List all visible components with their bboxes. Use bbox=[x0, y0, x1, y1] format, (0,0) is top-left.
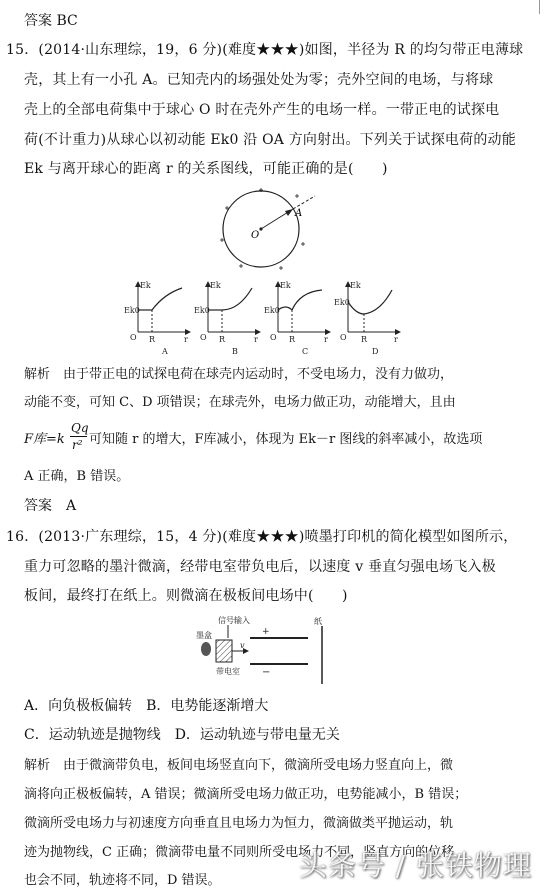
q15-fraction-den: r² bbox=[72, 438, 83, 452]
sphere-label-o: O bbox=[251, 230, 260, 241]
q16-analysis-2: 滴将向正极板偏转，A 错误；微滴所受电场力做正功，电势能减小，B 错误； bbox=[24, 787, 468, 802]
page-right-rule bbox=[539, 0, 540, 14]
q15-line-4: 荷(不计重力)从球心以初动能 Ek0 沿 OA 方向射出。下列关于试探电荷的动能 bbox=[24, 132, 516, 148]
graph-b-r-tick: R bbox=[219, 335, 226, 344]
q15-line-3: 壳上的全部电荷集中于球心 O 时在壳外产生的电场一样。一带正电的试探电 bbox=[24, 102, 500, 118]
svg-text:+: + bbox=[262, 627, 270, 637]
fig-charge-label: 带电室 bbox=[216, 667, 240, 676]
graph-b-y-label: Ek bbox=[210, 281, 221, 290]
q15-line-5: Ek 与离开球心的距离 r 的关系图线，可能正确的是( ) bbox=[24, 161, 388, 177]
q15-analysis-3b: 可知随 r 的增大，F库减小，体现为 Ek－r 图线的斜率减小，故选项 bbox=[89, 432, 483, 447]
graph-b-caption: B bbox=[232, 347, 238, 356]
graph-a-y-label: Ek bbox=[140, 281, 151, 290]
graph-d-y0-label: Ek0 bbox=[334, 298, 350, 307]
q16-line-1: 16．(2013·广东理综，15，4 分)(难度★★★)喷墨打印机的简化模型如图所示， bbox=[6, 529, 518, 545]
graph-c-y0-label: Ek0 bbox=[264, 306, 280, 315]
graph-d-caption: D bbox=[372, 347, 379, 356]
q16-line-3: 板间，最终打在纸上。则微滴在极板间电场中( ) bbox=[24, 588, 348, 604]
fig-signal-label: 信号输入 bbox=[218, 616, 250, 625]
graph-a-x-label: r bbox=[184, 335, 188, 344]
sphere-label-a: A bbox=[295, 208, 303, 219]
q16-analysis-4: 迹为抛物线，C 正确；微滴带电量不同则所受电场力不同，竖直方向的位移 bbox=[24, 845, 455, 860]
q15-fraction-bar bbox=[70, 436, 87, 437]
q16-analysis-3: 微滴所受电场力与初速度方向垂直且电场力为恒力，微滴做类平抛运动，轨 bbox=[24, 816, 454, 831]
q16-analysis-1: 解析 由于微滴带负电，板间电场竖直向下，微滴所受电场力竖直向上，微 bbox=[24, 758, 454, 773]
q16-line-2: 重力可忽略的墨汁微滴，经带电室带负电后，以速度 v 垂直匀强电场飞入极 bbox=[24, 559, 496, 575]
sphere-diagram bbox=[215, 186, 325, 276]
q15-answer: 答案 A bbox=[24, 498, 77, 514]
q16-analysis-5: 也会不同，轨迹将不同，D 错误。 bbox=[24, 873, 221, 888]
inkjet-diagram bbox=[196, 612, 336, 688]
graph-b-x-label: r bbox=[254, 335, 258, 344]
graph-d-o-label: O bbox=[340, 333, 347, 342]
graph-c-x-label: r bbox=[324, 335, 328, 344]
watermark: 头条号 / 张铁物理 bbox=[298, 849, 532, 882]
fig-v-label: v bbox=[240, 641, 245, 650]
fig-ink-label: 墨盒 bbox=[196, 631, 212, 640]
graph-b-y0-label: Ek0 bbox=[194, 306, 210, 315]
graph-c-o-label: O bbox=[270, 333, 277, 342]
q15-fraction-num: Qq bbox=[71, 421, 89, 435]
q15-analysis-4: A 正确，B 错误。 bbox=[24, 469, 130, 484]
graph-b-o-label: O bbox=[200, 333, 207, 342]
graph-d-r-tick: R bbox=[361, 335, 368, 344]
graph-c-caption: C bbox=[302, 347, 309, 356]
graph-a-r-tick: R bbox=[149, 335, 156, 344]
q15-analysis-3a: F库=k bbox=[24, 432, 65, 447]
graph-c-y-label: Ek bbox=[280, 281, 291, 290]
svg-text:−: − bbox=[262, 667, 271, 678]
graph-d-x-label: r bbox=[394, 335, 398, 344]
graph-a-o-label: O bbox=[130, 333, 137, 342]
graph-d-y-label: Ek bbox=[350, 281, 361, 290]
q15-analysis-2: 动能不变，可知 C、D 项错误；在球壳外，电场力做正功，动能增大，且由 bbox=[24, 395, 456, 410]
fig-paper-label: 纸 bbox=[314, 617, 322, 626]
ek-r-graphs bbox=[124, 276, 414, 358]
graph-c-r-tick: R bbox=[289, 335, 296, 344]
q15-line-2: 壳，其上有一小孔 A。已知壳内的场强处处为零；壳外空间的电场，与将球 bbox=[24, 72, 494, 88]
graph-a-y0-label: Ek0 bbox=[124, 306, 140, 315]
top-answer: 答案 BC bbox=[24, 13, 78, 29]
q15-line-1: 15．(2014·山东理综，19，6 分)(难度★★★)如图，半径为 R 的均匀带正电薄球 bbox=[6, 42, 524, 58]
graph-a-caption: A bbox=[162, 347, 168, 356]
q15-analysis-1: 解析 由于带正电的试探电荷在球壳内运动时，不受电场力，没有力做功， bbox=[24, 367, 454, 382]
q16-options-ab: A．向负极板偏转 B．电势能逐渐增大 bbox=[24, 698, 269, 714]
q16-options-cd: C．运动轨迹是抛物线 D．运动轨迹与带电量无关 bbox=[24, 727, 340, 743]
